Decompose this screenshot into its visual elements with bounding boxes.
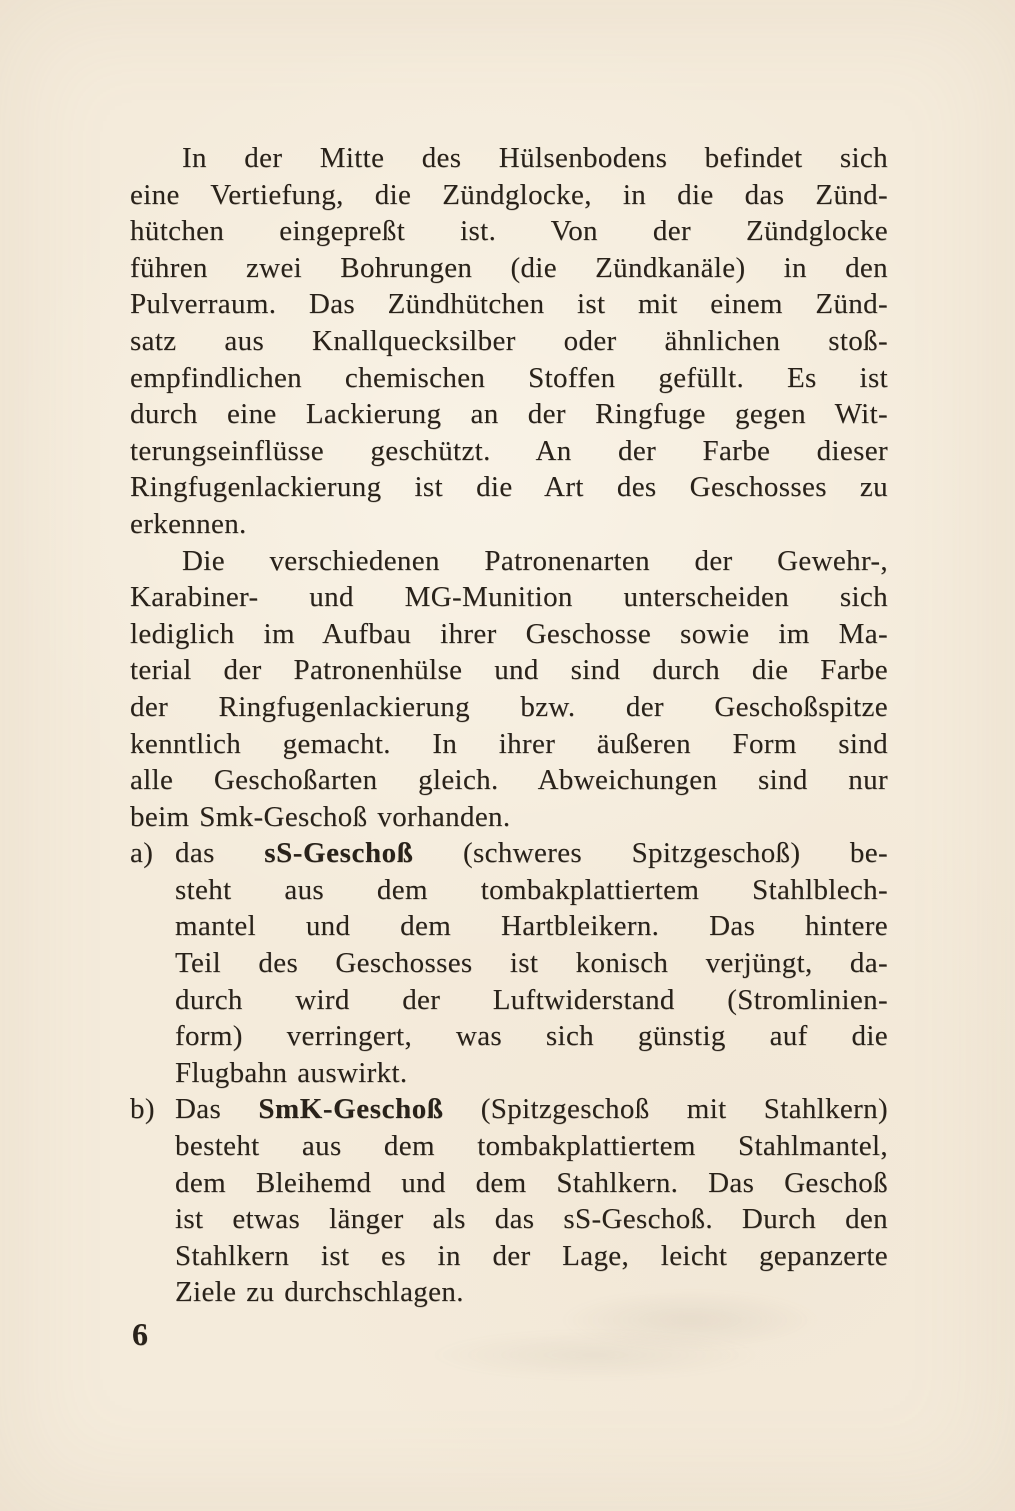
text-line: durch eine Lackierung an der Ringfuge gegen Wit-: [130, 398, 888, 431]
text-line: Teil des Geschosses ist konisch verjüngt, da-: [175, 947, 888, 980]
list-item-a: [130, 835, 888, 1091]
list-label-a: a): [130, 837, 154, 870]
list-item-b: [130, 1091, 888, 1311]
text-line: terungseinflüsse geschützt. An der Farbe dieser: [130, 434, 888, 467]
paragraph-patronenarten: [130, 543, 888, 836]
text-line: lediglich im Aufbau ihrer Geschosse sowie im Ma-: [130, 617, 888, 650]
text-line: Ziele zu durchschlagen.: [175, 1276, 464, 1309]
text-line: Karabiner- und MG-Munition unterscheiden sich: [130, 581, 888, 614]
text-line: führen zwei Bohrungen (die Zündkanäle) in den: [130, 251, 888, 284]
text-line: satz aus Knallquecksilber oder ähnlichen stoß-: [130, 324, 888, 357]
text-line: beim Smk-Geschoß vorhanden.: [130, 800, 511, 833]
text-line: das sS-Geschoß (schweres Spitzgeschoß) be-: [175, 837, 888, 870]
text-line: Pulverraum. Das Zündhütchen ist mit einem Zünd-: [130, 288, 888, 321]
show-through-smudge: [430, 1330, 760, 1380]
text-line: Die verschiedenen Patronenarten der Gewehr-,: [182, 544, 888, 577]
text-line: empfindlichen chemischen Stoffen gefüllt. Es ist: [130, 361, 888, 394]
text-line: Ringfugenlackierung ist die Art des Geschosses zu: [130, 471, 888, 504]
text-line: ist etwas länger als das sS-Geschoß. Durch den: [175, 1203, 888, 1236]
list-item-b-text: [175, 1091, 888, 1311]
text-line: Flugbahn auswirkt.: [175, 1056, 408, 1089]
text-line: mantel und dem Hartbleikern. Das hintere: [175, 910, 888, 943]
page-number: 6: [132, 1316, 148, 1352]
text-line: dem Bleihemd und dem Stahlkern. Das Geschoß: [175, 1166, 888, 1199]
text-line: form) verringert, was sich günstig auf die: [175, 1020, 888, 1053]
text-line: In der Mitte des Hülsenbodens befindet sich: [182, 142, 888, 174]
paragraph-zuendglocke: [130, 140, 888, 543]
text-line: steht aus dem tombakplattiertem Stahlblech-: [175, 873, 888, 906]
text-line: Das SmK-Geschoß (Spitzgeschoß mit Stahlkern): [175, 1093, 888, 1126]
text-line: besteht aus dem tombakplattiertem Stahlmantel,: [175, 1130, 888, 1163]
text-line: durch wird der Luftwiderstand (Stromlinien-: [175, 983, 888, 1016]
text-line: eine Vertiefung, die Zündglocke, in die das Zünd-: [130, 178, 888, 211]
text-line: alle Geschoßarten gleich. Abweichungen sind nur: [130, 764, 888, 797]
list-item-a-text: [175, 835, 888, 1091]
list-label-b: b): [130, 1093, 155, 1126]
body-text-column: [130, 140, 888, 1311]
text-line: terial der Patronenhülse und sind durch die Farbe: [130, 654, 888, 687]
text-line: hütchen eingepreßt ist. Von der Zündglocke: [130, 215, 888, 248]
text-line: kenntlich gemacht. In ihrer äußeren Form sind: [130, 727, 888, 760]
text-line: der Ringfugenlackierung bzw. der Geschoßspitze: [130, 690, 888, 723]
text-line: erkennen.: [130, 507, 247, 540]
text-line: Stahlkern ist es in der Lage, leicht gepanzerte: [175, 1239, 888, 1272]
